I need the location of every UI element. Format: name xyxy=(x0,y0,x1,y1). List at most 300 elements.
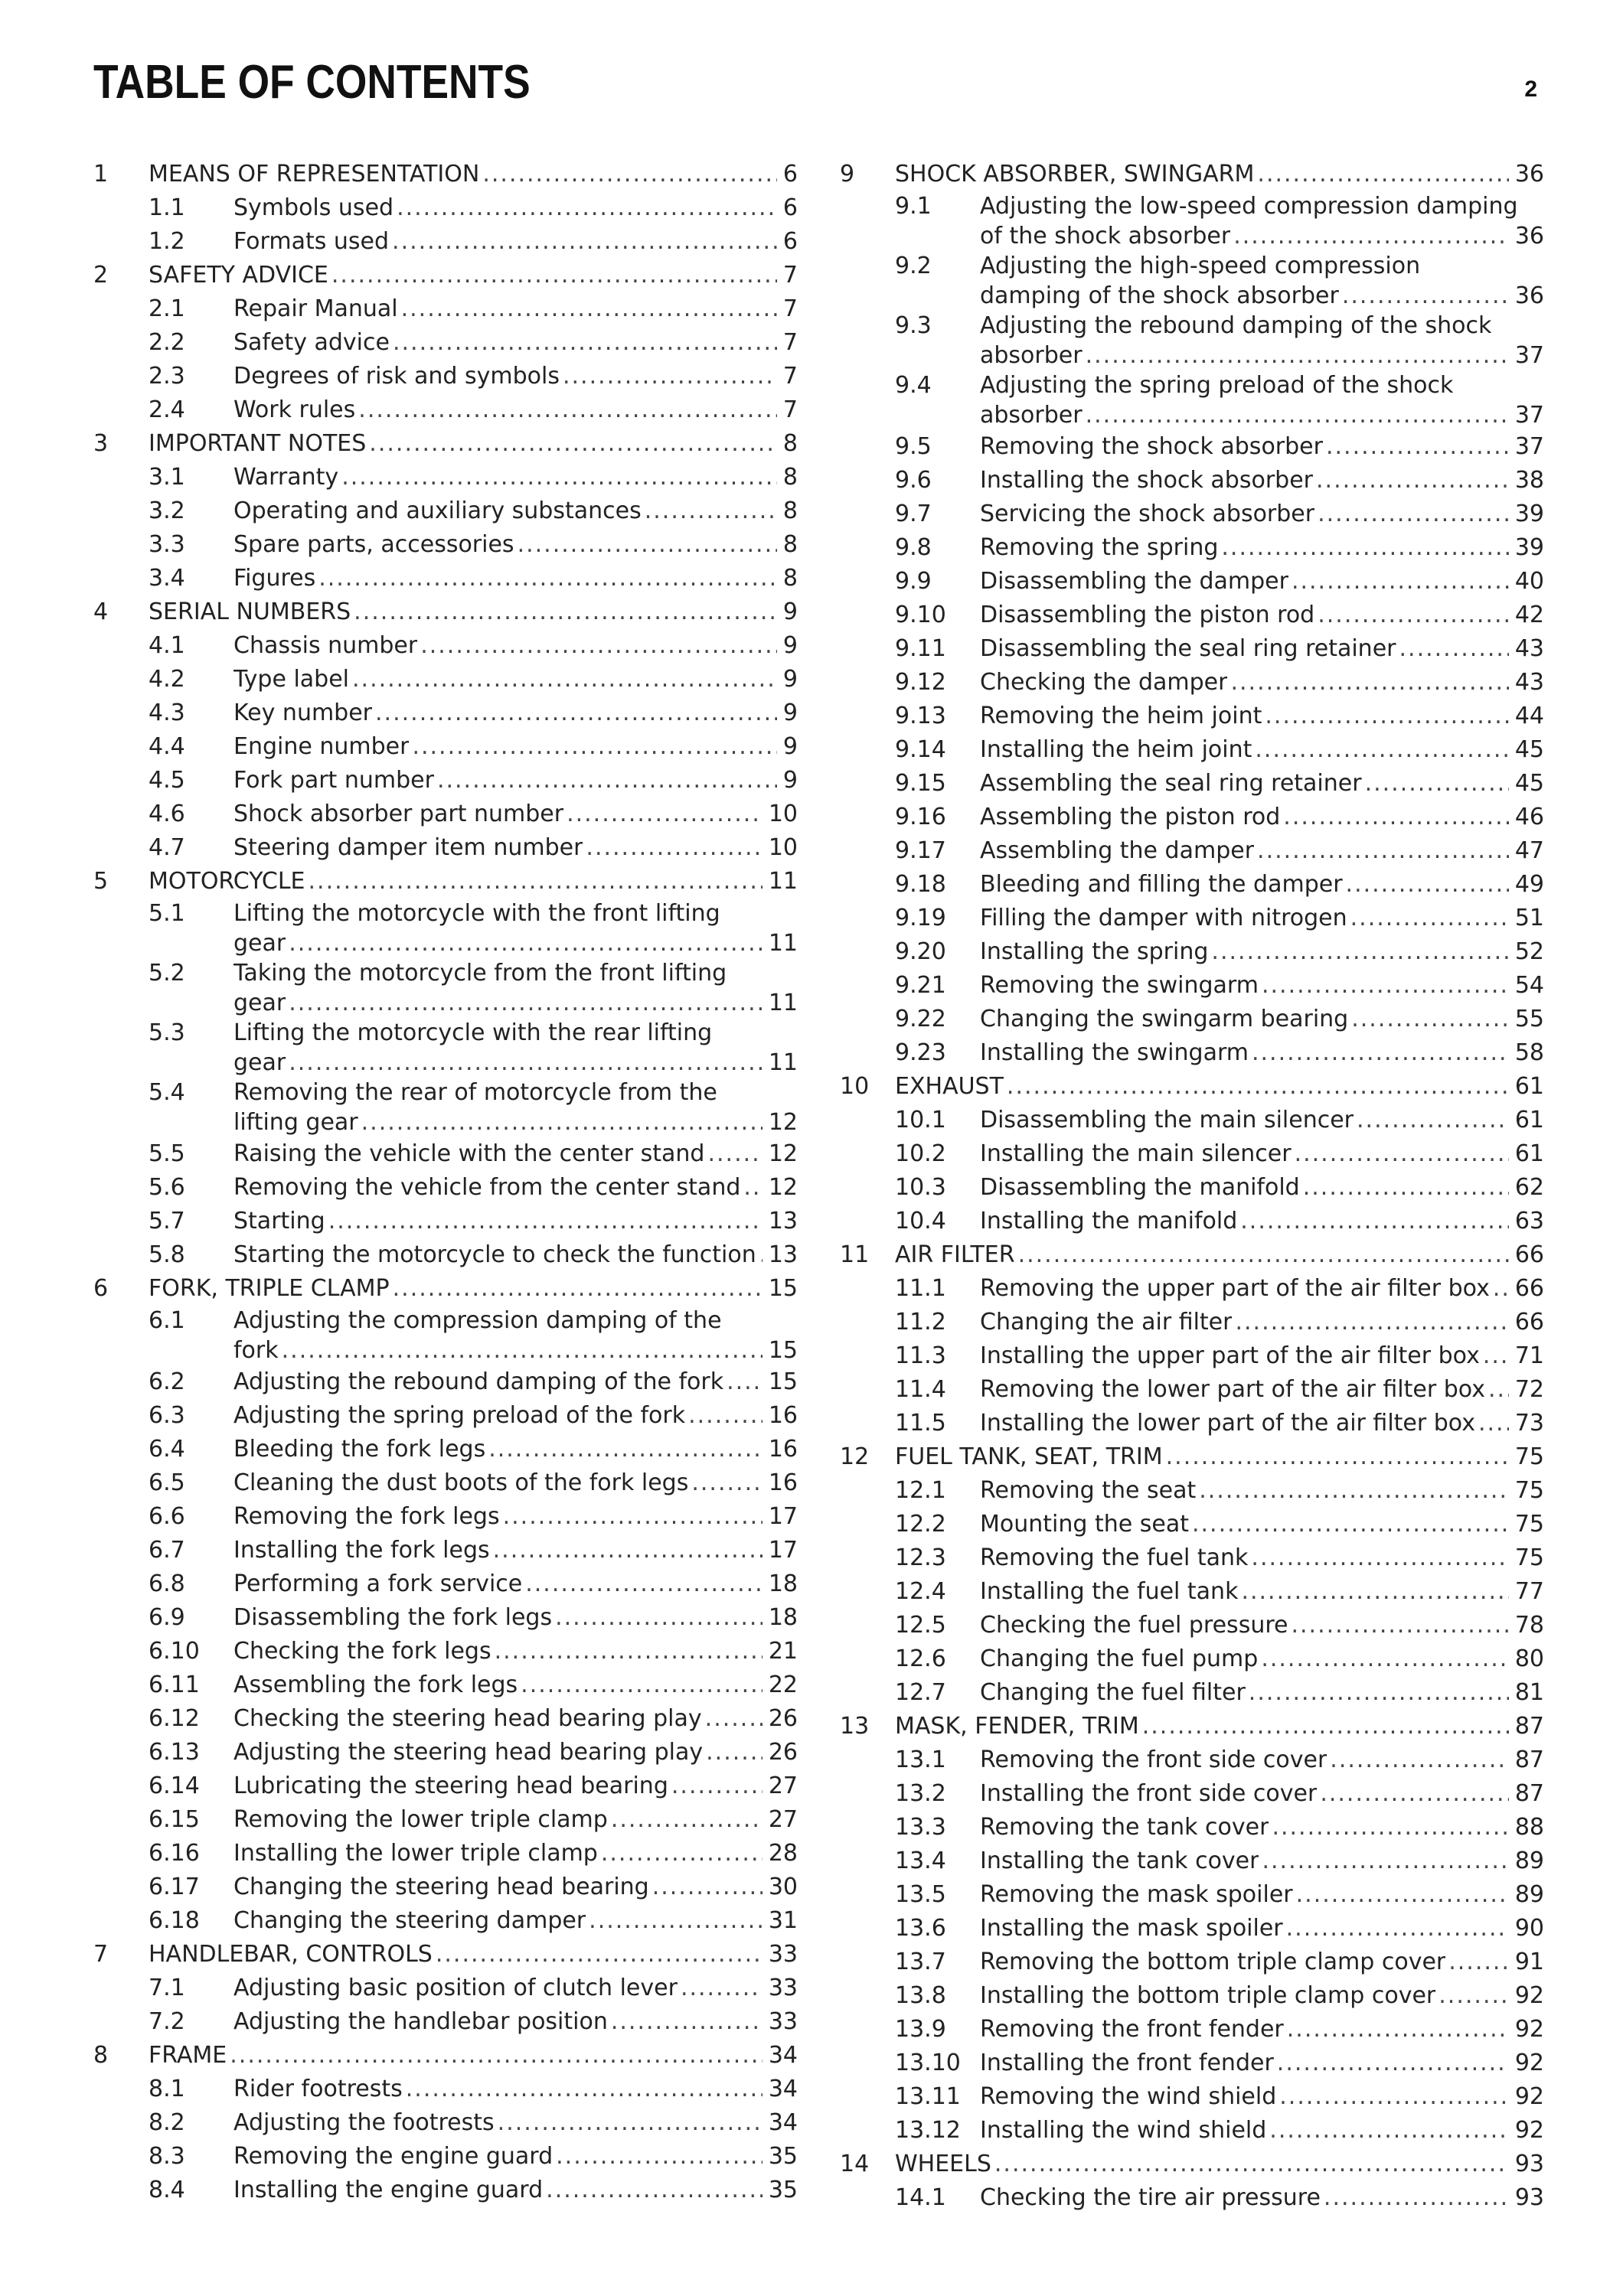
dot-leader xyxy=(482,158,777,191)
toc-section-entry[interactable] xyxy=(840,2114,1544,2148)
toc-section-entry[interactable] xyxy=(93,764,798,797)
toc-chapter-entry[interactable] xyxy=(840,2148,1544,2181)
toc-section-entry[interactable] xyxy=(840,767,1544,801)
toc-entry-page: 37 xyxy=(1514,402,1544,429)
toc-section-entry[interactable] xyxy=(93,1870,798,1904)
dot-leader xyxy=(688,1399,763,1433)
toc-entry-row xyxy=(840,1171,1544,1205)
toc-section-entry[interactable] xyxy=(840,531,1544,565)
toc-section-entry[interactable] xyxy=(840,666,1544,700)
toc-section-entry[interactable] xyxy=(840,370,1544,430)
toc-entry-number: 9.8 xyxy=(895,534,932,561)
dot-leader xyxy=(488,1433,763,1466)
toc-entry-row xyxy=(93,225,798,259)
page-title: TABLE OF CONTENTS xyxy=(93,56,531,109)
toc-entry-page: 27 xyxy=(768,1773,798,1799)
toc-section-entry[interactable] xyxy=(93,1668,798,1702)
dot-leader xyxy=(401,292,777,326)
toc-section-entry[interactable] xyxy=(840,1676,1544,1710)
toc-chapter-entry[interactable] xyxy=(93,595,798,629)
toc-entry-number: 10 xyxy=(840,1073,870,1100)
toc-section-entry[interactable] xyxy=(93,1601,798,1635)
dot-leader xyxy=(309,865,763,899)
toc-section-entry[interactable] xyxy=(93,663,798,696)
toc-entry-row xyxy=(93,1018,798,1049)
toc-section-entry[interactable] xyxy=(93,1635,798,1668)
toc-entry-title: Installing the front side cover xyxy=(980,1780,1318,1807)
toc-section-entry[interactable] xyxy=(93,225,798,259)
toc-section-entry[interactable] xyxy=(93,899,798,958)
toc-entry-number: 6 xyxy=(93,1275,109,1302)
toc-section-entry[interactable] xyxy=(840,969,1544,1003)
toc-section-entry[interactable] xyxy=(840,464,1544,497)
toc-entry-row xyxy=(93,1803,798,1837)
toc-entry-number: 12.4 xyxy=(895,1578,946,1605)
toc-entry-page: 17 xyxy=(768,1537,798,1564)
toc-section-entry[interactable] xyxy=(93,528,798,562)
toc-entry-row xyxy=(840,531,1544,565)
dot-leader xyxy=(1292,565,1509,598)
toc-entry-row xyxy=(840,191,1544,222)
toc-entry-row xyxy=(840,733,1544,767)
toc-section-entry[interactable] xyxy=(93,393,798,427)
toc-entry-title: Installing the lower part of the air filter box xyxy=(980,1410,1475,1437)
toc-section-entry[interactable] xyxy=(840,565,1544,598)
toc-section-entry[interactable] xyxy=(93,1466,798,1500)
toc-entry-page: 7 xyxy=(782,363,798,390)
toc-entry-title: Adjusting the rebound damping of the fork xyxy=(233,1368,724,1395)
toc-entry-number: 9.4 xyxy=(895,372,932,399)
toc-entry-page: 37 xyxy=(1514,433,1544,460)
page-number: 2 xyxy=(1524,77,1537,102)
toc-section-entry[interactable] xyxy=(93,696,798,730)
dot-leader xyxy=(1262,969,1509,1003)
toc-section-entry[interactable] xyxy=(840,1912,1544,1945)
toc-entry-title: Installing the engine guard xyxy=(233,2177,544,2203)
toc-entry-title: Removing the vehicle from the center stand xyxy=(233,1174,741,1201)
toc-entry-title: Assembling the piston rod xyxy=(980,804,1281,830)
toc-entry-row xyxy=(93,292,798,326)
toc-section-entry[interactable] xyxy=(93,1171,798,1205)
toc-entry-row xyxy=(840,834,1544,868)
toc-entry-row xyxy=(93,1702,798,1736)
toc-section-entry[interactable] xyxy=(840,1508,1544,1541)
toc-entry-number: 6.8 xyxy=(149,1570,185,1597)
toc-entry-number: 3 xyxy=(93,430,109,457)
dot-leader xyxy=(1257,158,1508,191)
toc-section-entry[interactable] xyxy=(840,1945,1544,1979)
toc-section-entry[interactable] xyxy=(93,1238,798,1272)
toc-section-entry[interactable] xyxy=(840,2047,1544,2080)
toc-section-entry[interactable] xyxy=(93,2174,798,2207)
toc-section-entry[interactable] xyxy=(840,2181,1544,2215)
toc-entry-number: 9.23 xyxy=(895,1039,946,1066)
toc-chapter-entry[interactable] xyxy=(93,427,798,461)
toc-entry-number: 10.1 xyxy=(895,1107,946,1133)
toc-entry-number: 9.14 xyxy=(895,736,946,763)
toc-chapter-entry[interactable] xyxy=(93,158,798,191)
toc-section-entry[interactable] xyxy=(840,497,1544,531)
toc-entry-title: Disassembling the seal ring retainer xyxy=(980,635,1396,662)
toc-entry-row xyxy=(840,1238,1544,1272)
toc-entry-title: Taking the motorcycle from the front lifting xyxy=(233,960,727,987)
toc-section-entry[interactable] xyxy=(93,2140,798,2174)
toc-section-entry[interactable] xyxy=(840,1407,1544,1440)
toc-section-entry[interactable] xyxy=(840,1575,1544,1609)
toc-section-entry[interactable] xyxy=(93,1904,798,1938)
toc-entry-title: Removing the bottom triple clamp cover xyxy=(980,1949,1446,1975)
dot-leader xyxy=(1086,341,1509,370)
toc-entry-page: 6 xyxy=(782,228,798,255)
toc-entry-row xyxy=(840,767,1544,801)
toc-chapter-entry[interactable] xyxy=(840,158,1544,191)
toc-entry-number: 6.7 xyxy=(149,1537,185,1564)
toc-section-entry[interactable] xyxy=(840,1979,1544,2013)
toc-entry-row xyxy=(93,427,798,461)
toc-entry-page: 47 xyxy=(1514,837,1544,864)
toc-entry-number: 1.1 xyxy=(149,194,185,221)
toc-section-entry[interactable] xyxy=(840,251,1544,311)
toc-section-entry[interactable] xyxy=(93,2005,798,2039)
toc-entry-number: 11.1 xyxy=(895,1275,946,1302)
toc-section-entry[interactable] xyxy=(93,1433,798,1466)
toc-entry-row xyxy=(840,1912,1544,1945)
toc-entry-page: 11 xyxy=(768,930,798,957)
toc-section-entry[interactable] xyxy=(93,292,798,326)
dot-leader xyxy=(289,989,763,1018)
toc-section-entry[interactable] xyxy=(840,311,1544,370)
toc-entry-row xyxy=(93,831,798,865)
toc-chapter-entry[interactable] xyxy=(840,1238,1544,1272)
dot-leader xyxy=(1241,1575,1508,1609)
toc-section-entry[interactable] xyxy=(93,562,798,595)
toc-section-entry[interactable] xyxy=(840,834,1544,868)
toc-section-entry[interactable] xyxy=(840,1373,1544,1407)
toc-entry-row xyxy=(93,1500,798,1534)
toc-section-entry[interactable] xyxy=(840,868,1544,902)
toc-chapter-entry[interactable] xyxy=(93,1938,798,1971)
dot-leader xyxy=(1399,632,1509,666)
toc-entry-row xyxy=(93,663,798,696)
toc-entry-number: 13 xyxy=(840,1713,870,1740)
toc-entry-title: Adjusting the handlebar position xyxy=(233,2008,608,2035)
toc-section-entry[interactable] xyxy=(93,1567,798,1601)
toc-section-entry[interactable] xyxy=(840,1642,1544,1676)
toc-section-entry[interactable] xyxy=(93,1306,798,1365)
toc-entry-title: Starting xyxy=(233,1208,325,1234)
toc-section-entry[interactable] xyxy=(93,1971,798,2005)
toc-section-entry[interactable] xyxy=(840,935,1544,969)
toc-entry-number: 9.18 xyxy=(895,871,946,898)
dot-leader xyxy=(1478,1407,1509,1440)
toc-entry-number: 11.2 xyxy=(895,1309,946,1336)
dot-leader xyxy=(493,1534,763,1567)
toc-section-entry[interactable] xyxy=(840,902,1544,935)
toc-entry-row xyxy=(93,1736,798,1769)
dot-leader xyxy=(495,1635,763,1668)
toc-entry-row xyxy=(93,1601,798,1635)
toc-entry-row xyxy=(840,666,1544,700)
toc-entry-page: 92 xyxy=(1514,1982,1544,2009)
toc-entry-row xyxy=(840,2114,1544,2148)
toc-entry-title: Adjusting the steering head bearing play xyxy=(233,1739,704,1766)
toc-entry-title-cont: absorber xyxy=(980,402,1083,429)
toc-section-entry[interactable] xyxy=(93,461,798,494)
toc-section-entry[interactable] xyxy=(93,958,798,1018)
toc-section-entry[interactable] xyxy=(840,1104,1544,1137)
toc-entry-number: 6.12 xyxy=(149,1705,200,1732)
toc-section-entry[interactable] xyxy=(840,1541,1544,1575)
toc-section-entry[interactable] xyxy=(840,1036,1544,1070)
toc-entry-row xyxy=(840,1575,1544,1609)
toc-section-entry[interactable] xyxy=(93,1399,798,1433)
toc-section-entry[interactable] xyxy=(840,1878,1544,1912)
toc-entry-title: Fork part number xyxy=(233,767,434,794)
toc-section-entry[interactable] xyxy=(93,1736,798,1769)
toc-entry-row xyxy=(840,1104,1544,1137)
toc-entry-row xyxy=(93,494,798,528)
toc-entry-title: Installing the heim joint xyxy=(980,736,1252,763)
toc-entry-page: 6 xyxy=(782,194,798,221)
toc-chapter-entry[interactable] xyxy=(840,1440,1544,1474)
toc-entry-number: 8.4 xyxy=(149,2177,185,2203)
toc-column-left xyxy=(93,158,798,2207)
dot-leader xyxy=(681,1971,763,2005)
toc-section-entry[interactable] xyxy=(93,1837,798,1870)
toc-entry-number: 2.1 xyxy=(149,295,185,322)
toc-entry-title: MASK, FENDER, TRIM xyxy=(895,1713,1139,1740)
dot-leader xyxy=(503,1500,763,1534)
toc-section-entry[interactable] xyxy=(93,831,798,865)
toc-entry-title: Bleeding and filling the damper xyxy=(980,871,1343,898)
toc-section-entry[interactable] xyxy=(840,1474,1544,1508)
toc-entry-title: Adjusting the low-speed compression damping xyxy=(980,193,1518,220)
toc-entry-number: 11.3 xyxy=(895,1342,946,1369)
toc-section-entry[interactable] xyxy=(93,1803,798,1837)
toc-entry-number: 3.3 xyxy=(149,531,185,558)
toc-entry-title: Adjusting the rebound damping of the shock xyxy=(980,312,1492,339)
toc-chapter-entry[interactable] xyxy=(93,1272,798,1306)
toc-section-entry[interactable] xyxy=(93,1018,798,1078)
toc-section-entry[interactable] xyxy=(840,1205,1544,1238)
toc-section-entry[interactable] xyxy=(840,1811,1544,1844)
toc-entry-continuation xyxy=(840,401,1544,430)
toc-chapter-entry[interactable] xyxy=(840,1070,1544,1104)
toc-section-entry[interactable] xyxy=(840,1609,1544,1642)
toc-entry-number: 6.3 xyxy=(149,1402,185,1429)
toc-entry-row xyxy=(93,2073,798,2106)
toc-entry-page: 36 xyxy=(1514,161,1544,188)
toc-entry-title: Removing the shock absorber xyxy=(980,433,1323,460)
toc-entry-number: 5.7 xyxy=(149,1208,185,1234)
toc-entry-title: SHOCK ABSORBER, SWINGARM xyxy=(895,161,1255,188)
toc-section-entry[interactable] xyxy=(840,430,1544,464)
toc-chapter-entry[interactable] xyxy=(93,259,798,292)
toc-entry-page: 87 xyxy=(1514,1713,1544,1740)
toc-entry-page: 18 xyxy=(768,1604,798,1631)
toc-entry-title: Adjusting the spring preload of the shock xyxy=(980,372,1454,399)
toc-section-entry[interactable] xyxy=(93,1365,798,1399)
toc-section-entry[interactable] xyxy=(93,1500,798,1534)
toc-entry-page: 26 xyxy=(768,1705,798,1732)
toc-entry-page: 8 xyxy=(782,565,798,592)
toc-entry-page: 13 xyxy=(768,1208,798,1234)
toc-entry-row xyxy=(93,1399,798,1433)
toc-entry-page: 42 xyxy=(1514,602,1544,628)
toc-section-entry[interactable] xyxy=(840,1171,1544,1205)
toc-section-entry[interactable] xyxy=(93,1769,798,1803)
toc-section-entry[interactable] xyxy=(840,2080,1544,2114)
toc-section-entry[interactable] xyxy=(93,2106,798,2140)
toc-entry-number: 7.1 xyxy=(149,1975,185,2001)
toc-section-entry[interactable] xyxy=(840,1306,1544,1339)
toc-section-entry[interactable] xyxy=(93,1702,798,1736)
toc-entry-row xyxy=(840,370,1544,401)
toc-entry-title: Removing the wind shield xyxy=(980,2083,1277,2110)
toc-entry-page: 28 xyxy=(768,1840,798,1867)
toc-entry-title: Removing the engine guard xyxy=(233,2143,554,2170)
toc-entry-page: 44 xyxy=(1514,703,1544,729)
toc-entry-page: 36 xyxy=(1514,282,1544,309)
toc-section-entry[interactable] xyxy=(840,1777,1544,1811)
toc-entry-number: 9.13 xyxy=(895,703,946,729)
toc-section-entry[interactable] xyxy=(93,360,798,393)
dot-leader xyxy=(369,427,777,461)
toc-entry-row xyxy=(93,1635,798,1668)
toc-entry-continuation xyxy=(93,1049,798,1078)
toc-entry-page: 39 xyxy=(1514,534,1544,561)
toc-section-entry[interactable] xyxy=(840,1339,1544,1373)
toc-entry-number: 4.3 xyxy=(149,700,185,726)
dot-leader xyxy=(1295,1137,1509,1171)
toc-section-entry[interactable] xyxy=(93,326,798,360)
toc-entry-title: Lifting the motorcycle with the front lifting xyxy=(233,900,720,927)
toc-entry-page: 33 xyxy=(768,1941,798,1968)
toc-entry-page: 8 xyxy=(782,497,798,524)
toc-section-entry[interactable] xyxy=(840,2013,1544,2047)
toc-entry-continuation xyxy=(93,989,798,1018)
toc-entry-page: 63 xyxy=(1514,1208,1544,1234)
toc-section-entry[interactable] xyxy=(840,700,1544,733)
dot-leader xyxy=(1316,464,1509,497)
dot-leader xyxy=(652,1870,763,1904)
toc-entry-row xyxy=(93,1769,798,1803)
toc-section-entry[interactable] xyxy=(93,494,798,528)
toc-entry-title: Removing the swingarm xyxy=(980,972,1259,999)
toc-section-entry[interactable] xyxy=(93,629,798,663)
dot-leader xyxy=(1326,430,1509,464)
toc-section-entry[interactable] xyxy=(840,632,1544,666)
toc-entry-number: 5.3 xyxy=(149,1019,185,1046)
dot-leader xyxy=(521,1668,763,1702)
toc-entry-page: 31 xyxy=(768,1907,798,1934)
toc-section-entry[interactable] xyxy=(93,2073,798,2106)
toc-entry-number: 6.2 xyxy=(149,1368,185,1395)
toc-section-entry[interactable] xyxy=(840,1844,1544,1878)
toc-section-entry[interactable] xyxy=(840,191,1544,251)
toc-entry-title: Degrees of risk and symbols xyxy=(233,363,560,390)
dot-leader xyxy=(1350,902,1509,935)
toc-entry-row xyxy=(93,528,798,562)
toc-section-entry[interactable] xyxy=(93,1078,798,1137)
toc-entry-title: FUEL TANK, SEAT, TRIM xyxy=(895,1443,1163,1470)
toc-section-entry[interactable] xyxy=(840,1743,1544,1777)
toc-entry-page: 92 xyxy=(1514,2016,1544,2043)
toc-section-entry[interactable] xyxy=(840,1137,1544,1171)
toc-section-entry[interactable] xyxy=(840,1272,1544,1306)
toc-entry-row xyxy=(93,259,798,292)
toc-entry-page: 92 xyxy=(1514,2117,1544,2144)
toc-entry-title: Installing the bottom triple clamp cover xyxy=(980,1982,1436,2009)
toc-section-entry[interactable] xyxy=(840,801,1544,834)
toc-section-entry[interactable] xyxy=(840,598,1544,632)
toc-entry-title-cont: gear xyxy=(233,1049,286,1076)
toc-entry-page: 18 xyxy=(768,1570,798,1597)
toc-entry-number: 5.6 xyxy=(149,1174,185,1201)
toc-section-entry[interactable] xyxy=(93,191,798,225)
toc-section-entry[interactable] xyxy=(93,1534,798,1567)
toc-entry-title: Installing the manifold xyxy=(980,1208,1238,1234)
dot-leader xyxy=(706,1736,763,1769)
dot-leader xyxy=(1272,1811,1508,1844)
toc-entry-page: 88 xyxy=(1514,1814,1544,1841)
toc-entry-title: Performing a fork service xyxy=(233,1570,523,1597)
toc-entry-title: Changing the air filter xyxy=(980,1309,1233,1336)
toc-entry-page: 12 xyxy=(768,1140,798,1167)
toc-entry-row xyxy=(840,598,1544,632)
toc-section-entry[interactable] xyxy=(93,730,798,764)
dot-leader xyxy=(406,2073,763,2106)
toc-entry-page: 34 xyxy=(768,2076,798,2102)
toc-entry-page: 54 xyxy=(1514,972,1544,999)
toc-entry-page: 92 xyxy=(1514,2083,1544,2110)
dot-leader xyxy=(375,696,777,730)
toc-entry-row xyxy=(93,1971,798,2005)
toc-entry-number: 6.15 xyxy=(149,1806,200,1833)
toc-entry-row xyxy=(93,764,798,797)
toc-entry-row xyxy=(93,1272,798,1306)
dot-leader xyxy=(1199,1474,1509,1508)
toc-chapter-entry[interactable] xyxy=(93,865,798,899)
toc-entry-page: 51 xyxy=(1514,905,1544,931)
dot-leader xyxy=(1330,1743,1509,1777)
toc-chapter-entry[interactable] xyxy=(93,2039,798,2073)
toc-entry-number: 6.16 xyxy=(149,1840,200,1867)
toc-section-entry[interactable] xyxy=(93,797,798,831)
toc-entry-page: 33 xyxy=(768,2008,798,2035)
dot-leader xyxy=(1287,2013,1509,2047)
toc-section-entry[interactable] xyxy=(93,1205,798,1238)
dot-leader xyxy=(707,1137,762,1171)
toc-entry-row xyxy=(840,1878,1544,1912)
dot-leader xyxy=(230,2039,763,2073)
toc-chapter-entry[interactable] xyxy=(840,1710,1544,1743)
toc-entry-title: Installing the shock absorber xyxy=(980,467,1313,494)
toc-entry-page: 13 xyxy=(768,1241,798,1268)
toc-entry-number: 9 xyxy=(840,161,855,188)
toc-section-entry[interactable] xyxy=(840,1003,1544,1036)
toc-entry-title: Figures xyxy=(233,565,316,592)
toc-entry-continuation xyxy=(93,1336,798,1365)
toc-entry-title: Installing the spring xyxy=(980,938,1209,965)
toc-entry-title: FORK, TRIPLE CLAMP xyxy=(149,1275,390,1302)
dot-leader xyxy=(567,797,763,831)
toc-entry-row xyxy=(840,464,1544,497)
toc-entry-row xyxy=(93,2039,798,2073)
toc-section-entry[interactable] xyxy=(93,1137,798,1171)
toc-entry-row xyxy=(840,1407,1544,1440)
toc-section-entry[interactable] xyxy=(840,733,1544,767)
